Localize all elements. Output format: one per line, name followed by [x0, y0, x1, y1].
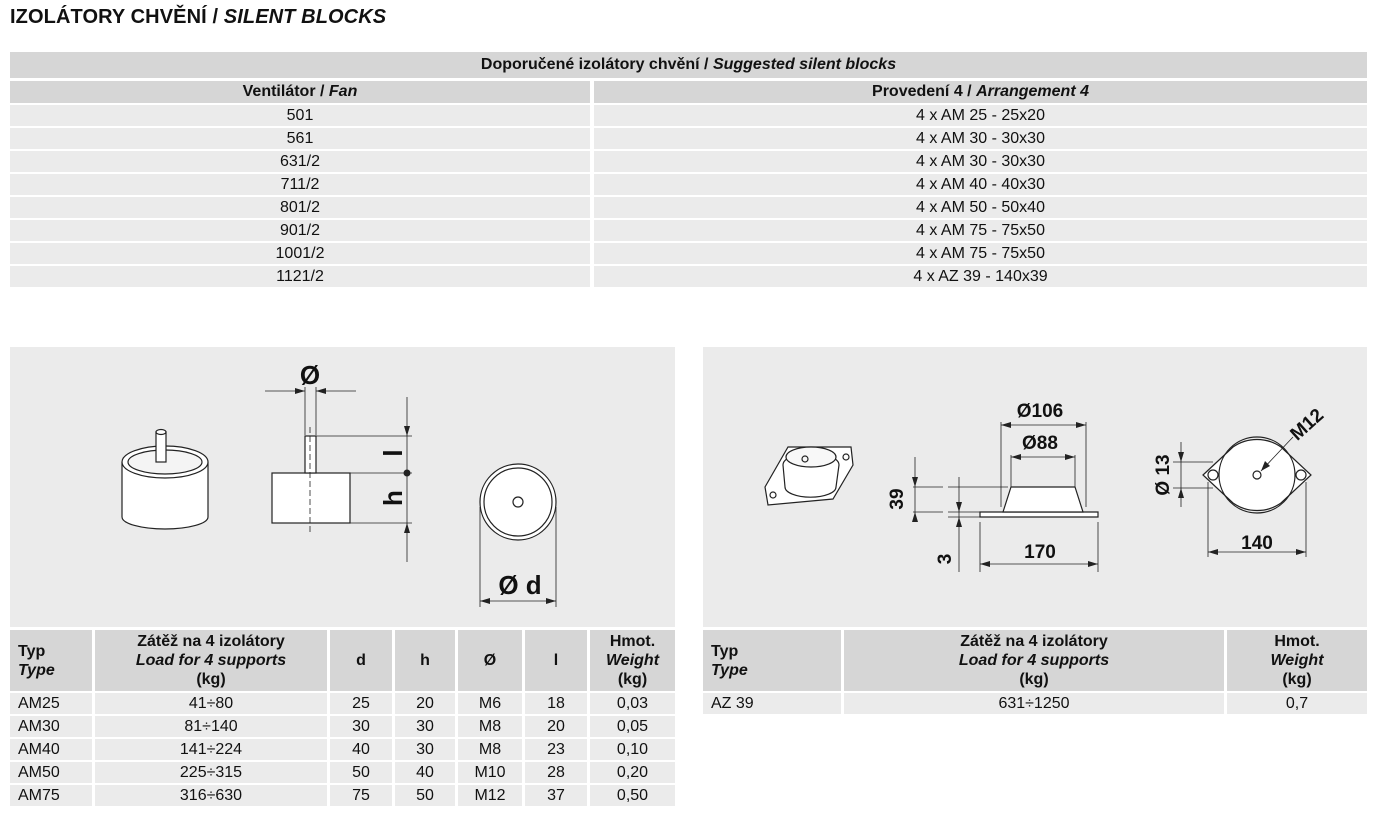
dim-3-label: 3 — [935, 553, 956, 565]
suggested-blocks-table — [10, 52, 1367, 287]
table-row — [10, 264, 1367, 287]
col-diameter: Ø — [458, 627, 522, 691]
arrangement-cell: 4 x AM 50 - 50x40 — [594, 195, 1367, 218]
am-technical-drawing — [10, 347, 675, 627]
header-main: Doporučené izolátory chvění / — [480, 56, 713, 73]
az-specs-table — [703, 627, 1367, 714]
az-drawing-panel — [703, 347, 1367, 627]
table-row: AM40 141÷224 40 30 M8 23 0,10 — [10, 737, 675, 760]
header-italic: Suggested silent blocks — [712, 56, 897, 73]
table-header — [10, 627, 675, 691]
fan-cell: 801/2 — [10, 195, 590, 218]
arrangement-cell: 4 x AM 25 - 25x20 — [594, 103, 1367, 126]
fan-cell: 1121/2 — [10, 264, 590, 287]
fan-cell: 631/2 — [10, 149, 590, 172]
col-l: l — [525, 627, 587, 691]
fan-cell: 1001/2 — [10, 241, 590, 264]
fan-cell: 501 — [10, 103, 590, 126]
column-headers — [10, 78, 1367, 103]
dim-88-label: Ø88 — [1022, 433, 1058, 454]
page-title — [10, 6, 386, 29]
az-technical-drawing — [703, 347, 1367, 627]
arrangement-cell: 4 x AM 30 - 30x30 — [594, 149, 1367, 172]
col-load: Zátěž na 4 izolátory Load for 4 supports (kg) — [95, 627, 327, 691]
arrangement-cell: 4 x AM 75 - 75x50 — [594, 241, 1367, 264]
table-row: AM50 225÷315 50 40 M10 28 0,20 — [10, 760, 675, 783]
table-row — [10, 103, 1367, 126]
col-load: Zátěž na 4 izolátory Load for 4 supports (kg) — [844, 627, 1224, 691]
dim-39-label: 39 — [887, 488, 908, 510]
dim-l-label: l — [378, 449, 408, 457]
col-weight: Hmot. Weight (kg) — [1227, 627, 1367, 691]
col-type: Typ Type — [10, 627, 92, 691]
title-italic: SILENT BLOCKS — [223, 6, 387, 28]
table-row — [10, 218, 1367, 241]
am-specs-table — [10, 627, 675, 806]
arrangement-cell: 4 x AM 30 - 30x30 — [594, 126, 1367, 149]
dim-13-label: Ø 13 — [1153, 454, 1174, 496]
dim-h-label: h — [378, 490, 408, 506]
table-row — [10, 195, 1367, 218]
table-row — [10, 126, 1367, 149]
col-h: h — [395, 627, 455, 691]
table-row: AZ 39 631÷1250 0,7 — [703, 691, 1367, 714]
am-drawing-panel — [10, 347, 675, 627]
table-row: AM75 316÷630 75 50 M12 37 0,50 — [10, 783, 675, 806]
title-main: IZOLÁTORY CHVĚNÍ / — [10, 6, 224, 28]
table-row — [10, 149, 1367, 172]
dim-170-label: 170 — [1024, 542, 1056, 563]
col-d: d — [330, 627, 392, 691]
fan-cell: 711/2 — [10, 172, 590, 195]
arrangement-cell: 4 x AM 75 - 75x50 — [594, 218, 1367, 241]
arrangement-cell: 4 x AM 40 - 40x30 — [594, 172, 1367, 195]
col-type: Typ Type — [703, 627, 841, 691]
table-row — [10, 172, 1367, 195]
fan-cell: 901/2 — [10, 218, 590, 241]
dim-d-label: Ø d — [498, 570, 542, 600]
fan-cell: 561 — [10, 126, 590, 149]
col-fan: Ventilátor / Fan — [10, 78, 590, 103]
dim-106-label: Ø106 — [1016, 401, 1064, 422]
col-weight: Hmot. Weight (kg) — [590, 627, 675, 691]
dim-140-label: 140 — [1241, 533, 1273, 554]
arrangement-cell: 4 x AZ 39 - 140x39 — [594, 264, 1367, 287]
dim-m12-label: M12 — [1286, 404, 1329, 446]
col-arrangement: Provedení 4 / Arrangement 4 — [594, 78, 1367, 103]
table-row — [10, 241, 1367, 264]
dim-diameter-label: Ø — [299, 360, 321, 390]
table-row: AM25 41÷80 25 20 M6 18 0,03 — [10, 691, 675, 714]
table-row: AM30 81÷140 30 30 M8 20 0,05 — [10, 714, 675, 737]
table-header — [10, 52, 1367, 78]
table-header — [703, 627, 1367, 691]
